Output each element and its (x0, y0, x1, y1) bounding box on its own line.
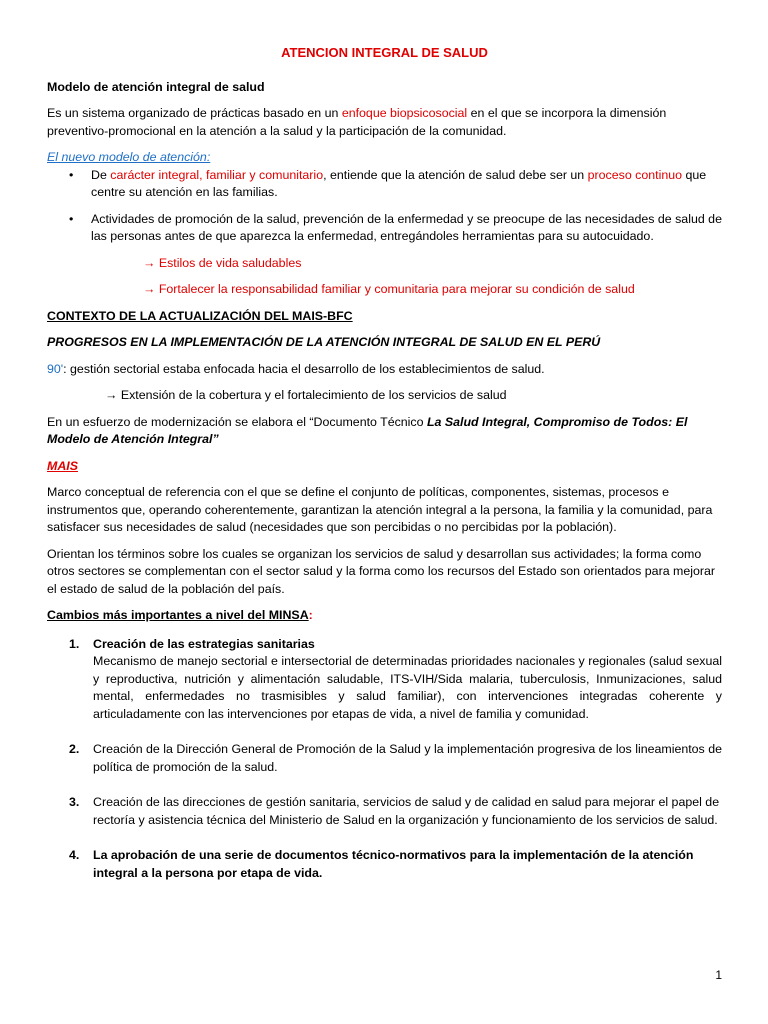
highlight-caracter: carácter integral, familiar y comunitario (110, 167, 324, 182)
list-number: 1. (69, 636, 80, 651)
page-number: 1 (715, 968, 722, 982)
section-heading-modelo: Modelo de atención integral de salud (47, 79, 265, 94)
heading-cambios (47, 607, 722, 625)
text-run: Es un sistema organizado de prácticas basado en un (47, 106, 342, 120)
text-run: , entiende que la atención de salud debe ser un (323, 167, 588, 182)
paragraph-esfuerzo (47, 414, 722, 449)
highlight-enfoque: enfoque biopsicosocial (341, 106, 468, 120)
paragraph-definicion (47, 105, 722, 140)
list-number: 3. (69, 795, 80, 809)
list-item-text: La aprobación de una serie de documentos técnico-normativos para la implementación de la atención integral a la persona por etapa de vida. (93, 848, 694, 880)
text-run: que centre su atención en las familias. (91, 167, 707, 199)
arrow-item-estilos: → Estilos de vida saludables (143, 255, 302, 270)
heading-contexto: CONTEXTO DE LA ACTUALIZACIÓN DEL MAIS-BFC (47, 308, 353, 323)
document-title: ATENCION INTEGRAL DE SALUD (281, 45, 488, 60)
text-run: ” (212, 432, 219, 446)
numbered-list (47, 636, 722, 883)
heading-progresos: PROGRESOS EN LA IMPLEMENTACIÓN DE LA ATENCIÓN INTEGRAL DE SALUD EN EL PERÚ (47, 335, 601, 349)
arrow-item-fortalecer: → Fortalecer la responsabilidad familiar y comunitaria para mejorar su condición de salud (143, 282, 635, 296)
heading-mais: MAIS (47, 458, 78, 473)
list-number: 4. (69, 848, 80, 862)
bullet-item-2: • Actividades de promoción de la salud, prevención de la enfermedad y se preocupe de las necesidades de salud de las personas antes de que aparezca la enfermedad, entregándoles herramientas para su autocuidado. (47, 211, 722, 246)
text-run: : (308, 608, 313, 622)
text-run: : gestión sectorial estaba enfocada hacia el desarrollo de los establecimientos de salud. (63, 361, 545, 376)
list-item-text: Creación de la Dirección General de Promoción de la Salud y la implementación progresiva de los lineamientos de política de promoción de la salud. (93, 742, 722, 774)
list-item-heading: Creación de las estrategias sanitarias (93, 636, 315, 651)
highlight-proceso: proceso continuo (587, 167, 683, 182)
paragraph-90s (47, 361, 722, 379)
list-item-3 (47, 794, 722, 829)
list-item-1 (47, 636, 722, 724)
list-number: 2. (69, 742, 80, 756)
list-item-2 (47, 741, 722, 776)
year-90s: 90' (47, 361, 64, 376)
list-item-4 (47, 847, 722, 882)
bullet-list (47, 167, 722, 246)
list-item-text: Mecanismo de manejo sectorial e intersectorial de determinadas prioridades nacionales y regionales (salud sexual y reproductiva, nutrición y alimentación saludable, ITS-VIH/Sida malaria, tuberculosis, Inmunizaciones, salud mental, enfermedades no trasmisibles y salud familiar), con intervenciones integradas coherente y articuladamente con las intervenciones por etapas de vida, a nivel de familia y comunidad. (93, 654, 722, 721)
subheading-nuevo-modelo: El nuevo modelo de atención: (47, 150, 211, 164)
text-run: Cambios más importantes a nivel del MINSA (47, 608, 309, 622)
text-run: En un esfuerzo de modernización se elabora el “Documento Técnico (47, 414, 427, 429)
paragraph-marco: Marco conceptual de referencia con el que se define el conjunto de políticas, componentes, sistemas, procesos e instrumentos que, operando coherentemente, garantizan la atención integral a la persona, la familia y la comunidad, para satisfacer sus necesidades de salud (necesidades que son percibidas o no percibidas por la población). (47, 485, 713, 534)
bullet-item-1 (47, 167, 722, 202)
list-item-text: Creación de las direcciones de gestión sanitaria, servicios de salud y de calidad en salud para mejorar el papel de rectoría y asistencia técnica del Ministerio de Salud en la organización y funcionamiento de los servicios de salud. (93, 795, 720, 827)
paragraph-orientan: Orientan los términos sobre los cuales se organizan los servicios de salud y desarrollan sus actividades; la forma como otros sectores se complementan con el sector salud y la forma como los recursos del Estado son orientados para mejorar el estado de salud de la población del país. (47, 546, 716, 596)
document-name: La Salud Integral, Compromiso de Todos: El Modelo de Atención Integral (47, 414, 688, 446)
text-run: en el que se incorpora la dimensión preventivo-promocional en la atención a la salud y la participación de la comunidad. (47, 106, 667, 138)
text-run: De (91, 167, 111, 182)
arrow-item-extension: → Extensión de la cobertura y el fortalecimiento de los servicios de salud (105, 388, 507, 402)
